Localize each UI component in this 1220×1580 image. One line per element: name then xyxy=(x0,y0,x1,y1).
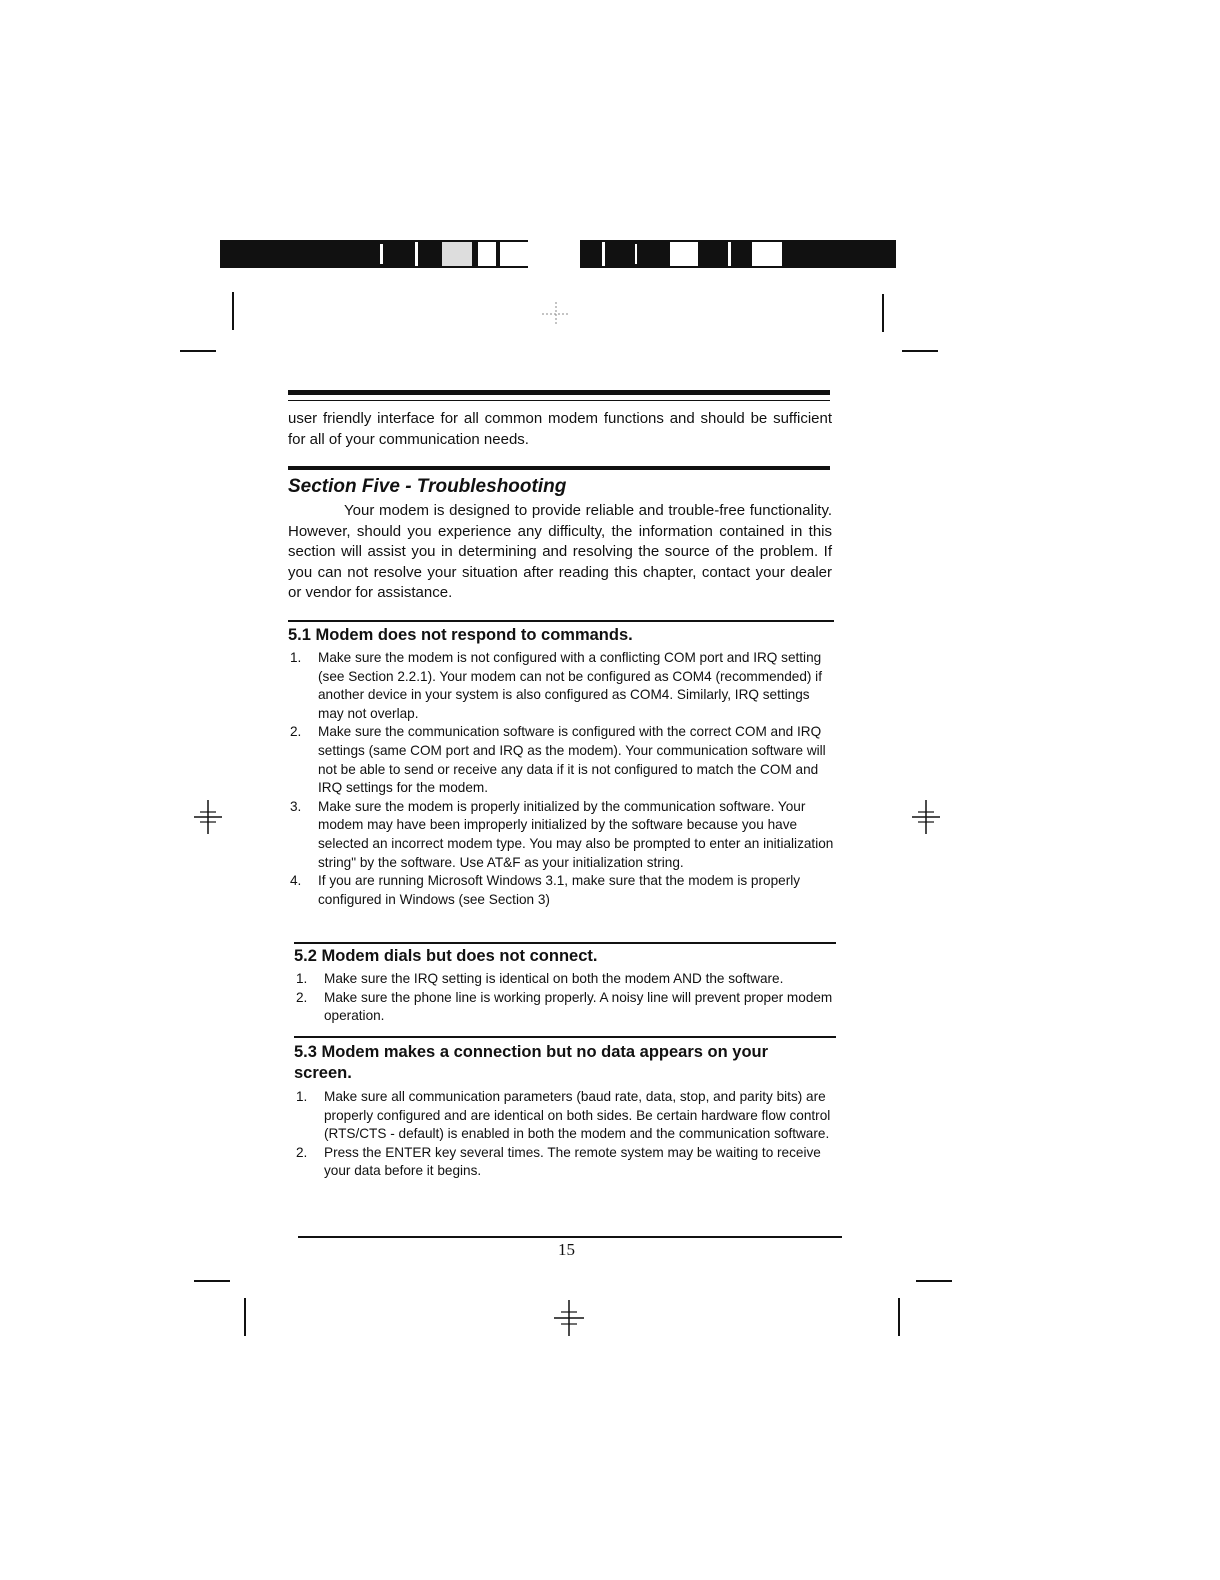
list-item: 3. Make sure the modem is properly initialized by the communication software. Your modem may have been improperly initialized by the software because you have selected an incorrect modem type. You may also be prompted to enter an initialization string" by the software. Use AT&F as your initialization string. xyxy=(290,798,834,870)
crop-mark-top-right-v xyxy=(882,294,884,332)
list-item: 2. Press the ENTER key several times. The remote system may be waiting to receive your data before it begins. xyxy=(296,1144,821,1179)
subsection-heading: 5.2 Modem dials but does not connect. xyxy=(294,947,598,965)
crop-mark-bottom-right-v xyxy=(898,1298,900,1336)
header-bar-left xyxy=(220,240,528,268)
list-item: 2. Make sure the phone line is working properly. A noisy line will prevent proper modem operation. xyxy=(296,989,833,1024)
list-5-2 xyxy=(294,970,842,1026)
registration-mark-bottom-icon xyxy=(554,1300,584,1336)
section-paragraph: Your modem is designed to provide reliable and trouble-free functionality. However, should you experience any difficulty, the information contained in this section will assist you in determining and resolving the source of the problem. If you can not resolve your situation after reading this chapter, contact your dealer or vendor for assistance. xyxy=(288,502,832,601)
section-title: Section Five - Troubleshooting xyxy=(288,476,567,497)
crop-mark-bottom-left-v xyxy=(244,1298,246,1336)
subsection-5-2 xyxy=(294,946,842,1026)
list-5-1 xyxy=(288,649,838,909)
list-item: 1. Make sure the IRQ setting is identical on both the modem AND the software. xyxy=(296,971,784,986)
list-5-3 xyxy=(294,1088,842,1181)
subsection-5-1 xyxy=(288,625,838,909)
list-item: 1. Make sure all communication parameters (baud rate, data, stop, and parity bits) are properly configured and are identical on both sides. Be certain hardware flow control (RTS/CTS - default) is enabled in both the modem and the communication software. xyxy=(296,1089,831,1142)
list-item: 4. If you are running Microsoft Windows 3.1, make sure that the modem is properly configured in Windows (see Section 3) xyxy=(290,873,801,907)
list-item: 1. Make sure the modem is not configured with a conflicting COM port and IRQ setting (see Section 2.2.1). Your modem can not be configured as COM4 (recommended) if another device in your system is also configured as COM4. Similarly, IRQ settings may not overlap. xyxy=(290,650,822,721)
subsection-heading: 5.1 Modem does not respond to commands. xyxy=(288,626,633,644)
intro-block xyxy=(288,409,832,450)
page-number: 15 xyxy=(558,1240,575,1259)
subsection-5-3 xyxy=(294,1042,842,1181)
section-rule xyxy=(288,466,830,470)
bottom-rule xyxy=(298,1236,842,1238)
crop-mark-top-left-v xyxy=(232,292,234,330)
crop-mark-bottom-left-h xyxy=(194,1280,230,1282)
header-bar-right xyxy=(580,240,896,268)
crop-mark-bottom-right-h xyxy=(916,1280,952,1282)
registration-mark-top-faint-icon xyxy=(542,302,570,326)
list-item: 2. Make sure the communication software is configured with the correct COM and IRQ settings (same COM port and IRQ as the modem). Your communication software will not be able to send or receive any data if it is not configured to match the COM and IRQ settings for the modem. xyxy=(290,724,826,796)
top-rule-thin xyxy=(288,400,830,401)
registration-mark-left-icon xyxy=(194,800,222,834)
rule-5-2 xyxy=(294,942,836,944)
subsection-heading: 5.3 Modem makes a connection but no data appears on your screen. xyxy=(294,1043,769,1082)
top-rule-thick xyxy=(288,390,830,395)
crop-mark-top-left-h xyxy=(180,350,216,352)
rule-5-1 xyxy=(288,620,834,622)
crop-mark-top-right-h xyxy=(902,350,938,352)
intro-text: user friendly interface for all common modem functions and should be sufficient for all of your communication needs. xyxy=(288,410,832,448)
registration-mark-right-icon xyxy=(912,800,940,834)
rule-5-3 xyxy=(294,1036,836,1038)
section-five xyxy=(288,476,832,604)
